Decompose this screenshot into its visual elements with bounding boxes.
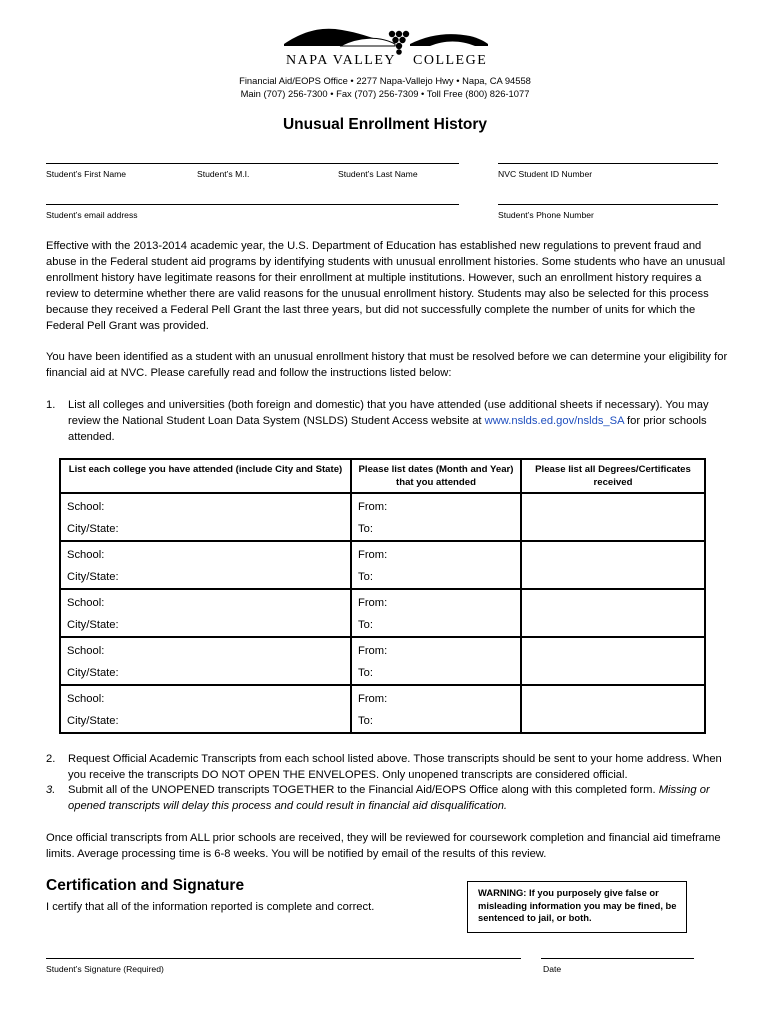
phone-line[interactable] [498,204,718,205]
certification-heading: Certification and Signature [46,877,245,894]
header-dates: Please list dates (Month and Year) that you attended [351,459,521,493]
signature-label: Student’s Signature (Required) [46,964,164,974]
step-2-number: 2. [46,753,56,765]
mi-label: Student’s M.I. [197,169,250,179]
table-row [60,493,705,517]
city-cell[interactable]: City/State: [60,565,351,589]
school-cell[interactable]: School: [60,541,351,565]
from-cell[interactable]: From: [351,637,521,661]
from-cell[interactable]: From: [351,589,521,613]
degrees-cell[interactable] [521,541,705,589]
degrees-cell[interactable] [521,589,705,637]
degrees-cell[interactable] [521,637,705,685]
identified-paragraph: You have been identified as a student with an unusual enrollment history that must be resolved before we can determine your eligibility for financial aid at NVC. Please carefully read and follow the instructions listed below: [46,351,728,379]
napa-valley-college-logo-graphic [280,22,492,72]
school-cell[interactable]: School: [60,589,351,613]
date-label: Date [543,964,562,974]
table-row [60,685,705,709]
step-3-warning-italic: Missing or opened transcripts will delay this process and could result in financial aid disqualification. [68,784,710,812]
city-cell[interactable]: City/State: [60,613,351,637]
signature-line[interactable] [46,958,521,959]
table-row [60,589,705,613]
city-cell[interactable]: City/State: [60,709,351,733]
warning-box: WARNING: If you purposely give false or misleading information you may be fined, be sentenced to jail, or both. [467,881,687,933]
to-cell[interactable]: To: [351,613,521,637]
to-cell[interactable]: To: [351,517,521,541]
certification-statement: I certify that all of the information reported is complete and correct. [46,901,375,913]
school-cell[interactable]: School: [60,493,351,517]
city-cell[interactable]: City/State: [60,661,351,685]
school-cell[interactable]: School: [60,685,351,709]
degrees-cell[interactable] [521,493,705,541]
email-label: Student’s email address [46,210,138,220]
header-degrees: Please list all Degrees/Certificates received [521,459,705,493]
student-id-line[interactable] [498,163,718,164]
city-cell[interactable]: City/State: [60,517,351,541]
to-cell[interactable]: To: [351,565,521,589]
intro-paragraph: Effective with the 2013-2014 academic year, the U.S. Department of Education has established new regulations to prevent fraud and abuse in the Federal student aid programs by identifying students with unusual enrollment histories. Some students who have an unusual enrollment history have legitimate reasons for their enrollment at multiple institutions. However, such an enrollment history requires a review to determine whether there are valid reasons for the unusual enrollment history. Students may also be selected for this process because they received a Federal Pell Grant the last three years, but did not successfully complete the number of units for which the Federal Pell Grant was provided. [46,240,726,332]
from-cell[interactable]: From: [351,541,521,565]
step-1-text-after: for prior schools attended. [68,415,707,443]
step-3-text-main: Submit all of the UNOPENED transcripts TOGETHER to the Financial Aid/EOPS Office along with this completed form. [68,784,659,796]
email-line[interactable] [46,204,459,205]
page-title: Unusual Enrollment History [282,116,488,133]
college-logo [280,22,492,72]
name-line[interactable] [46,163,459,164]
step-3-number: 3. [46,784,56,796]
to-cell[interactable]: To: [351,709,521,733]
header-college: List each college you have attended (include City and State) [60,459,351,493]
from-cell[interactable]: From: [351,685,521,709]
phone-label: Student’s Phone Number [498,210,594,220]
table-row [60,541,705,565]
contact-line-1: Financial Aid/EOPS Office • 2277 Napa-Vallejo Hwy • Napa, CA 94558 [239,75,531,86]
nslds-link[interactable]: www.nslds.ed.gov/nslds_SA [484,415,624,427]
step-1-text-before: List all colleges and universities (both foreign and domestic) that you have attended (use additional sheets if necessary). You may review the National Student Loan Data System (NSLDS) Student Access website at [68,399,709,427]
to-cell[interactable]: To: [351,661,521,685]
student-id-label: NVC Student ID Number [498,169,593,179]
step-1-text [68,397,732,445]
school-cell[interactable]: School: [60,637,351,661]
degrees-cell[interactable] [521,685,705,733]
contact-line-2: Main (707) 256-7300 • Fax (707) 256-7309 • Toll Free (800) 826-1077 [240,88,530,99]
colleges-table [59,458,706,734]
first-name-label: Student’s First Name [46,169,127,179]
logo-text-right: COLLEGE [413,53,488,68]
step-1-number: 1. [46,399,56,411]
last-name-label: Student’s Last Name [338,169,418,179]
table-row [60,637,705,661]
step-2-text: Request Official Academic Transcripts from each school listed above. Those transcripts should be sent to your home address. When you receive the transcripts DO NOT OPEN THE ENVELOPES. Only unopened transcripts are considered official. [68,753,722,781]
date-line[interactable] [541,958,694,959]
from-cell[interactable]: From: [351,493,521,517]
logo-text-left: NAPA VALLEY [286,53,396,68]
review-paragraph: Once official transcripts from ALL prior schools are received, they will be reviewed for coursework completion and financial aid timeframe limits. Average processing time is 6-8 weeks. You will be notified by email of the results of this review. [46,832,721,860]
step-3-text [68,782,732,814]
